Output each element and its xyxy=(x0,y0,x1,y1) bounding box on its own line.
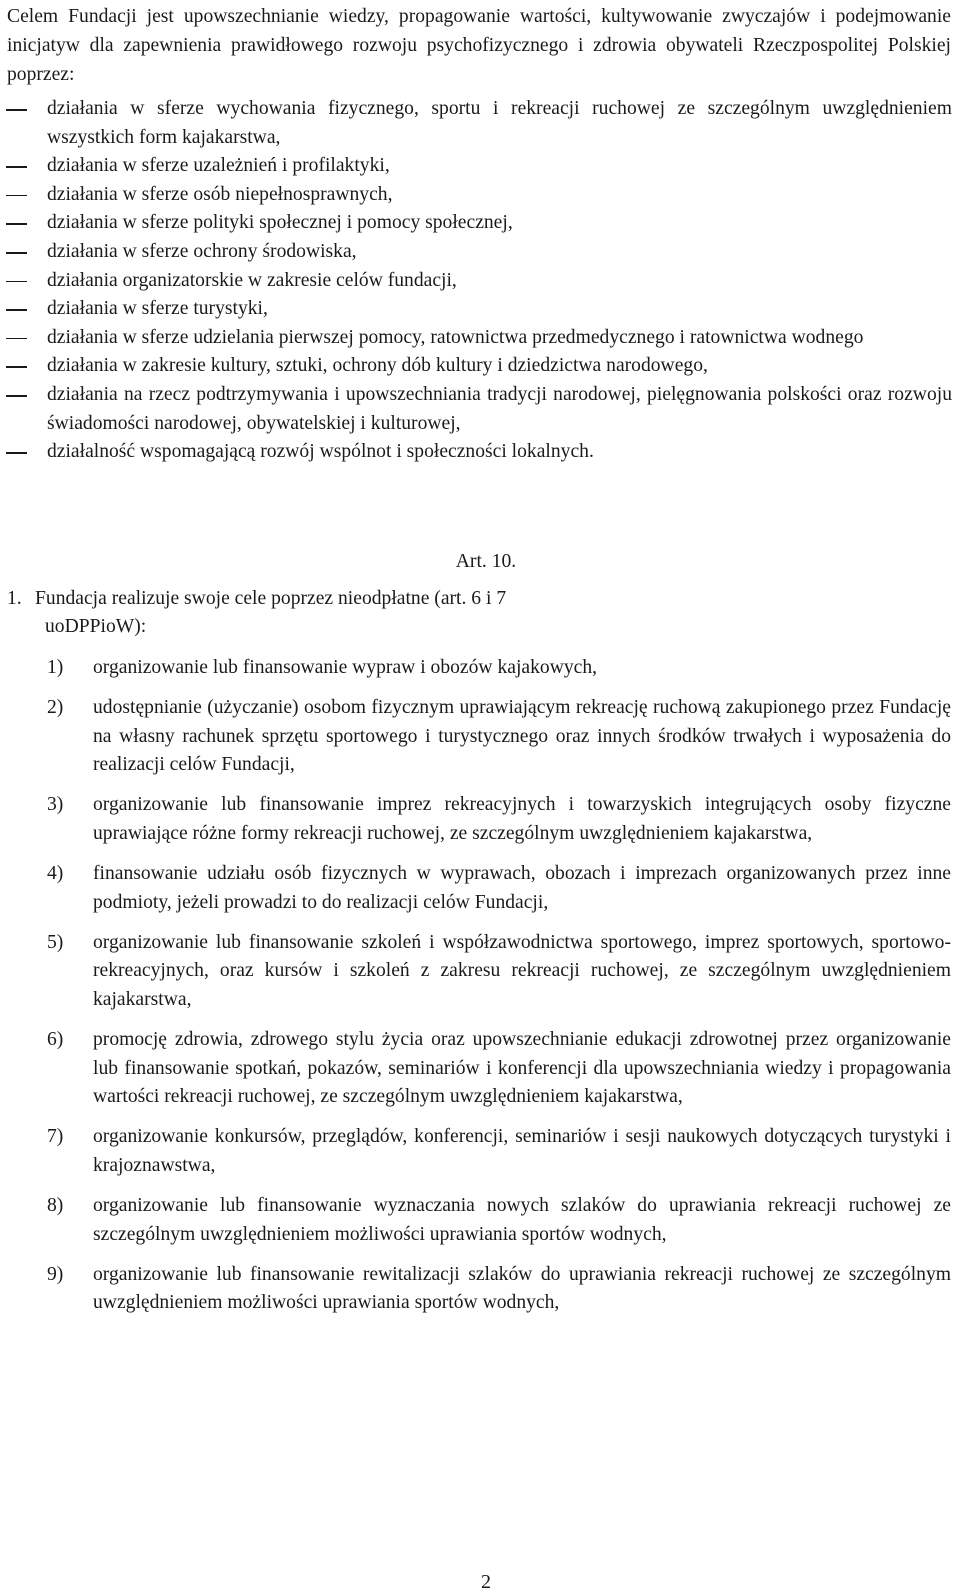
dash-item-text: działalność wspomagającą rozwój wspólnot i społeczności lokalnych. xyxy=(47,441,594,463)
article-heading: Art. 10. xyxy=(455,551,517,572)
dash-item-text: działania na rzecz podtrzymywania i upowszechniania tradycji narodowej, pielęgnowania polskości oraz rozwoju świadomości narodowej, obywatelskiej i kulturowej, xyxy=(47,383,952,434)
item-number: 5) xyxy=(47,931,64,953)
article-paragraph xyxy=(7,585,647,641)
dash-list-item xyxy=(0,295,960,324)
dash-list-item xyxy=(0,209,960,238)
dash-item-text: działania w sferze turystyki, xyxy=(47,298,268,320)
dash-item-text: działania w sferze osób niepełnosprawnych, xyxy=(47,183,393,205)
objectives-dash-list xyxy=(0,95,960,467)
dash-list-item xyxy=(0,238,960,267)
item-number: 3) xyxy=(47,794,64,816)
dash-item-text: działania w sferze uzależnień i profilaktyki, xyxy=(47,155,390,177)
numbered-list-item xyxy=(0,860,960,917)
item-text: organizowanie lub finansowanie wyznaczania nowych szlaków do uprawiania rekreacji ruchowej ze szczególnym uwzględnieniem możliwości uprawiania sportów wodnych, xyxy=(93,1195,951,1245)
numbered-list-item xyxy=(0,929,960,1015)
item-text: organizowanie lub finansowanie wypraw i obozów kajakowych, xyxy=(93,657,598,678)
item-text: finansowanie udziału osób fizycznych w wyprawach, obozach i imprezach organizowanych przez inne podmioty, jeżeli prowadzi to do realizacji celów Fundacji, xyxy=(93,863,951,913)
dash-item-text: działania w sferze polityki społecznej i pomocy społecznej, xyxy=(47,212,513,234)
item-text: promocję zdrowia, zdrowego stylu życia oraz upowszechnianie edukacji zdrowotnej przez organizowanie lub finansowanie spotkań, pokazów, seminariów i konferencji dla upowszechniania wiedzy i propagowania wartości rekreacji ruchowej, ze szczególnym uwzględnieniem kajakarstwa, xyxy=(93,1029,951,1108)
item-text: udostępnianie (użyczanie) osobom fizycznym uprawiającym rekreację ruchową zakupionego przez Fundację na własny rachunek sprzętu sportowego i turystycznego oraz innych środków trwałych i wyposażenia do realizacji celów Fundacji, xyxy=(93,697,951,776)
dash-list-item xyxy=(0,181,960,210)
item-number: 4) xyxy=(47,863,64,885)
dash-list-item xyxy=(0,267,960,296)
dash-item-text: działania w sferze udzielania pierwszej pomocy, ratownictwa przedmedycznego i ratownictwa wodnego xyxy=(47,326,864,348)
item-number: 8) xyxy=(47,1195,64,1216)
dash-item-text: działania w sferze wychowania fizycznego, sportu i rekreacji ruchowej ze szczególnym uwzględnieniem wszystkich form kajakarstwa, xyxy=(47,98,952,148)
dash-list-item xyxy=(0,152,960,181)
numbered-list-item xyxy=(0,791,960,848)
numbered-list-item xyxy=(0,694,960,780)
intro-paragraph: Celem Fundacji jest upowszechnianie wiedzy, propagowanie wartości, kultywowanie zwyczajów i podejmowanie inicjatyw dla zapewnienia prawidłowego rozwoju psychofizycznego i zdrowia obywateli Rzeczpospolitej Polskiej poprzez: xyxy=(7,6,951,85)
item-text: organizowanie lub finansowanie imprez rekreacyjnych i towarzyskich integrujących osoby fizyczne uprawiające różne formy rekreacji ruchowej, ze szczególnym uwzględnieniem kajakarstwa, xyxy=(93,794,951,844)
item-text: organizowanie lub finansowanie rewitalizacji szlaków do uprawiania rekreacji ruchowej ze szczególnym uwzględnieniem możliwości uprawiania sportów wodnych, xyxy=(93,1263,951,1314)
paragraph-text: Fundacja realizuje swoje cele poprzez nieodpłatne (art. 6 i 7 xyxy=(35,588,507,609)
numbered-list-item xyxy=(0,1026,960,1112)
dash-list-item xyxy=(0,324,960,353)
item-number: 2) xyxy=(47,697,64,719)
item-number: 9) xyxy=(47,1263,64,1285)
item-text: organizowanie konkursów, przeglądów, konferencji, seminariów i sesji naukowych dotyczących turystyki i krajoznawstwa, xyxy=(93,1126,951,1176)
item-text: organizowanie lub finansowanie szkoleń i współzawodnictwa sportowego, imprez sportowych, sportowo-rekreacyjnych, oraz kursów i szkoleń z zakresu rekreacji ruchowej, ze szczególnym uwzględnieniem kajakarstwa, xyxy=(93,931,951,1010)
page-number: 2 xyxy=(481,1571,491,1593)
means-numbered-list xyxy=(0,654,960,1329)
numbered-list-item xyxy=(0,1192,960,1249)
dash-list-item xyxy=(0,381,960,438)
dash-list-item xyxy=(0,352,960,381)
dash-item-text: działania w sferze ochrony środowiska, xyxy=(47,240,357,262)
paragraph-number: 1. xyxy=(7,588,22,609)
numbered-list-item xyxy=(0,1261,960,1318)
numbered-list-item xyxy=(0,1123,960,1180)
article-paragraph-line2: uoDPPioW): xyxy=(45,616,147,637)
dash-list-item xyxy=(0,438,960,467)
dash-item-text: działania organizatorskie w zakresie celów fundacji, xyxy=(47,269,457,291)
item-number: 6) xyxy=(47,1029,64,1051)
item-number: 7) xyxy=(47,1126,64,1148)
dash-list-item xyxy=(0,95,960,152)
dash-item-text: działania w zakresie kultury, sztuki, ochrony dób kultury i dziedzictwa narodowego, xyxy=(47,355,708,377)
article-paragraph-line1 xyxy=(7,585,647,613)
numbered-list-item xyxy=(0,654,960,683)
item-number: 1) xyxy=(47,657,64,678)
